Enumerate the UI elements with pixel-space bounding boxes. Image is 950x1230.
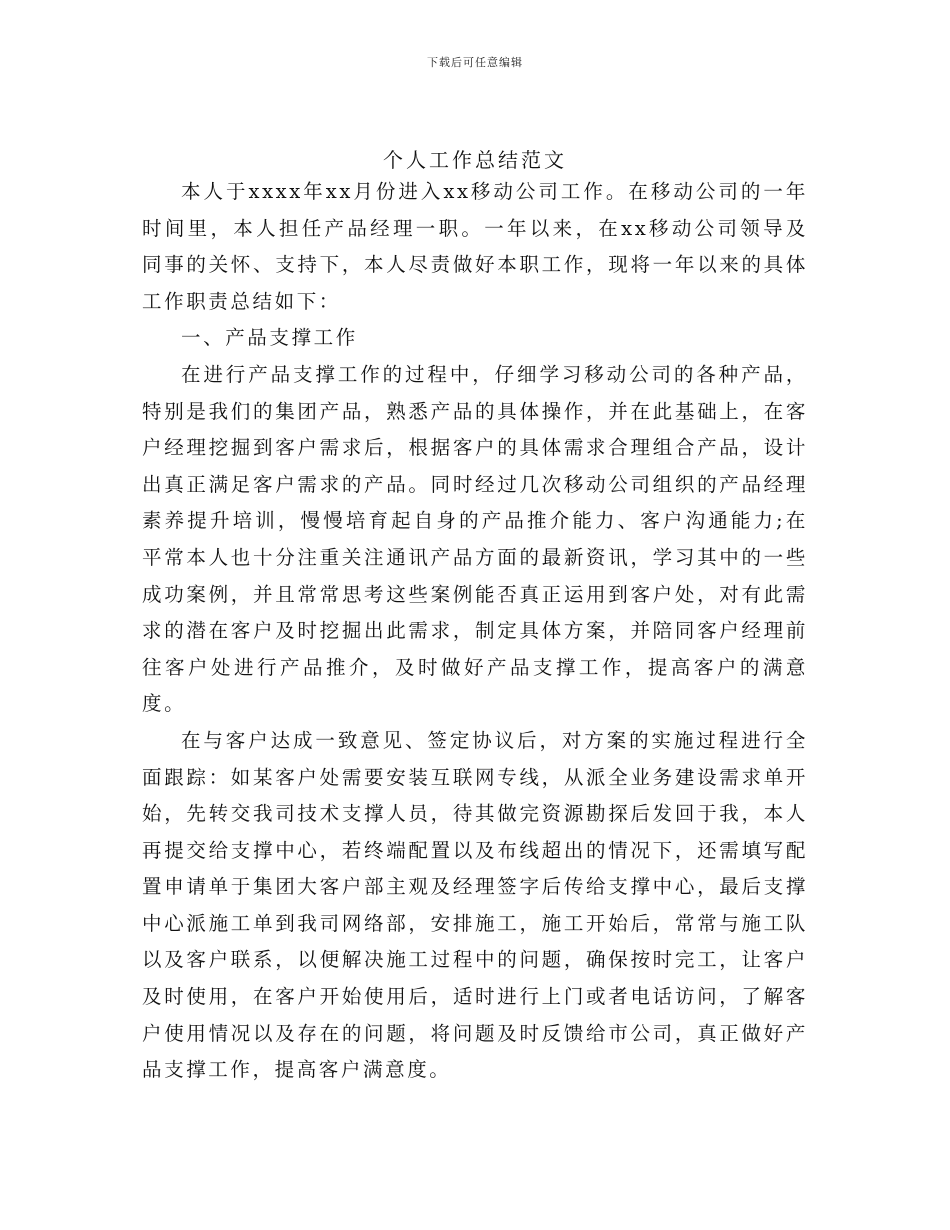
section-heading-product-support: 一、产品支撑工作 — [181, 326, 358, 350]
paragraph-implementation-tracking: 在与客户达成一致意见、签定协议后，对方案的实施过程进行全面跟踪：如某客户处需要安装互联网专线，从派全业务建设需求单开始，先转交我司技术支撑人员，待其做完资源勘探后发回于我，本人再提交给支撑中心，若终端配置以及布线超出的情况下，还需填写配置申请单于集团大客户部主观及经理签字后传给支撑中心，最后支撑中心派施工单到我司网络部，安排施工，施工开始后，常常与施工队以及客户联系，以便解决施工过程中的问题，确保按时完工，让客户及时使用，在客户开始使用后，适时进行上门或者电话访问，了解客户使用情况以及存在的问题，将问题及时反馈给市公司，真正做好产品支撑工作，提高客户满意度。 — [142, 728, 808, 1082]
document-body — [142, 174, 808, 1089]
page-header: 下载后可任意编辑 — [427, 56, 523, 69]
document-title: 个人工作总结范文 — [383, 148, 567, 172]
paragraph-intro: 本人于xxxx年xx月份进入xx移动公司工作。在移动公司的一年时间里，本人担任产品经理一职。一年以来，在xx移动公司领导及同事的关怀、支持下，本人尽责做好本职工作，现将一年以来的具体工作职责总结如下： — [142, 180, 808, 313]
paragraph-product-support: 在进行产品支撑工作的过程中，仔细学习移动公司的各种产品，特别是我们的集团产品，熟悉产品的具体操作，并在此基础上，在客户经理挖掘到客户需求后，根据客户的具体需求合理组合产品，设计出真正满足客户需求的产品。同时经过几次移动公司组织的产品经理素养提升培训，慢慢培育起自身的产品推介能力、客户沟通能力;在平常本人也十分注重关注通讯产品方面的最新资讯，学习其中的一些成功案例，并且常常思考这些案例能否真正运用到客户处，对有此需求的潜在客户及时挖掘出此需求，制定具体方案，并陪同客户经理前往客户处进行产品推介，及时做好产品支撑工作，提高客户的满意度。 — [142, 362, 808, 716]
